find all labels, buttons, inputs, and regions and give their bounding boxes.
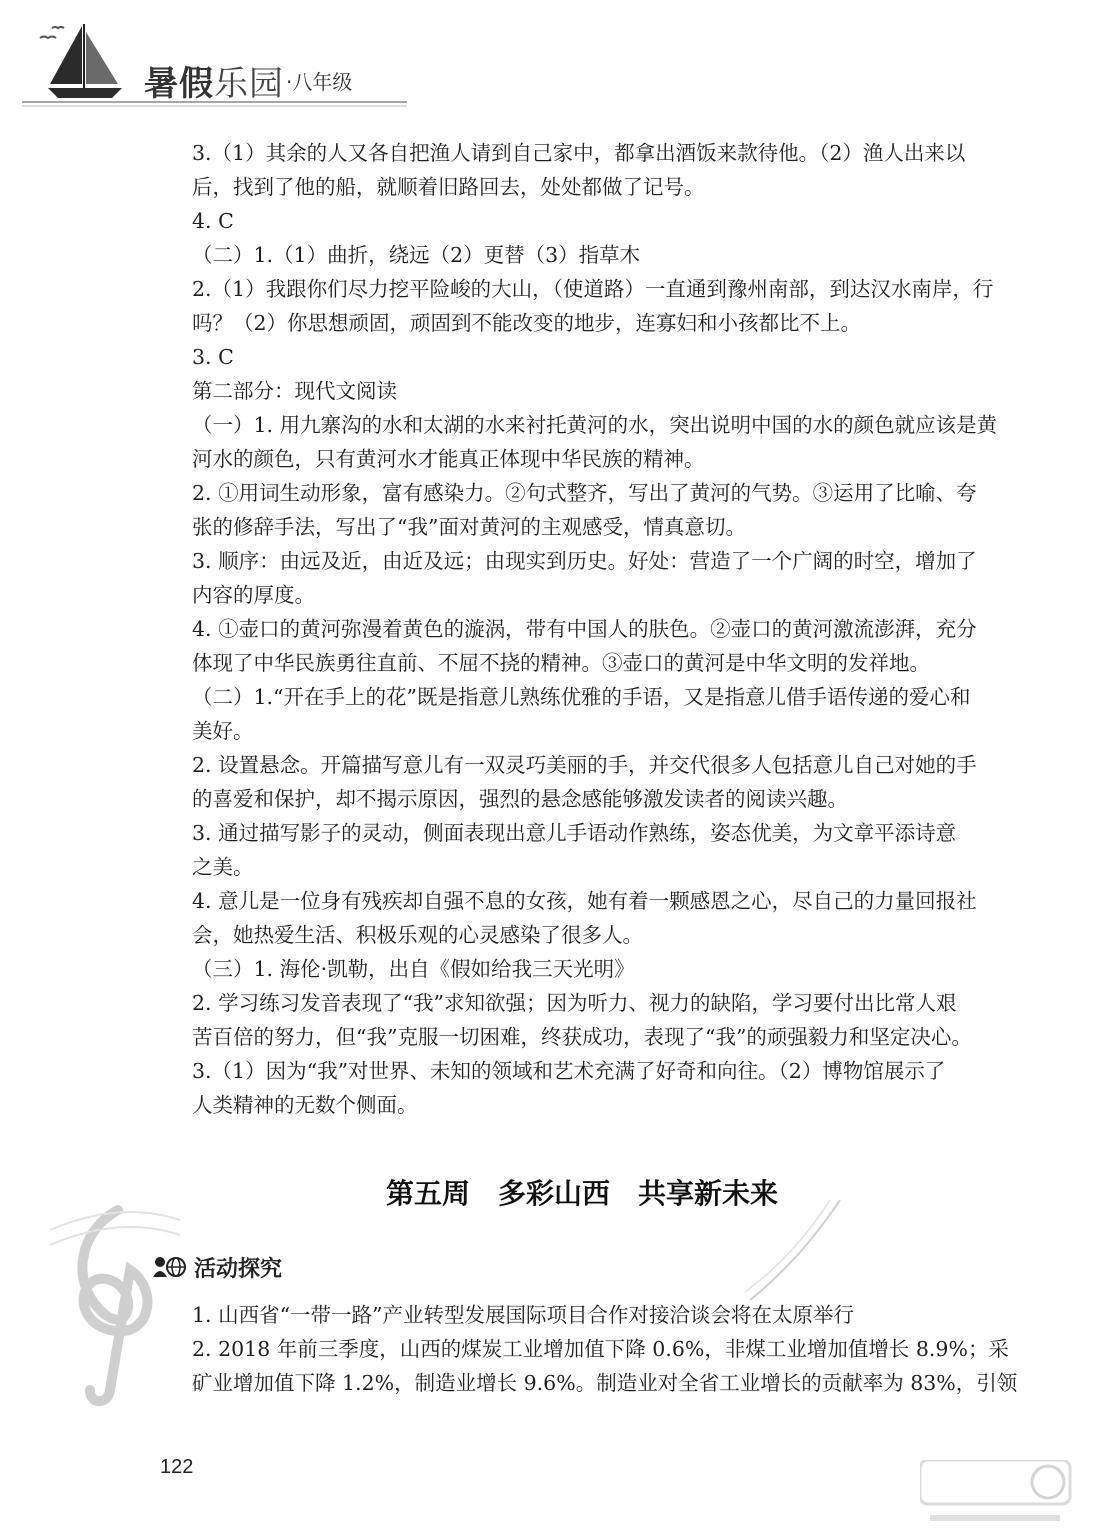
watermark-logo bbox=[920, 1460, 1080, 1530]
text-line: 2. 学习练习发音表现了“我”求知欲强；因为听力、视力的缺陷，学习要付出比常人艰 bbox=[192, 991, 957, 1015]
text-line: 张的修辞手法，写出了“我”面对黄河的主观感受，情真意切。 bbox=[192, 515, 746, 539]
text-line: 矿业增加值下降 1.2%，制造业增长 9.6%。制造业对全省工业增长的贡献率为 83%，引领 bbox=[192, 1371, 1018, 1395]
text-line: 3. C bbox=[192, 345, 234, 369]
text-line: 人类精神的无数个侧面。 bbox=[192, 1093, 418, 1117]
sailboat-icon bbox=[30, 18, 130, 104]
text-line: 内容的厚度。 bbox=[192, 583, 315, 607]
text-line: 吗？（2）你思想顽固，顽固到不能改变的地步，连寡妇和小孩都比不上。 bbox=[192, 311, 862, 335]
week-title: 第五周 多彩山西 共享新未来 bbox=[386, 1177, 779, 1210]
book-title: 暑假乐园 bbox=[144, 64, 284, 104]
text-line: 3.（1）其余的人又各自把渔人请到自己家中，都拿出酒饭来款待他。（2）渔人出来以 bbox=[192, 141, 966, 165]
text-line: 苦百倍的努力，但“我”克服一切困难，终获成功，表现了“我”的顽强毅力和坚定决心。 bbox=[192, 1025, 972, 1049]
text-line: 2.（1）我跟你们尽力挖平险峻的大山，（使道路）一直通到豫州南部，到达汉水南岸，行 bbox=[192, 277, 994, 301]
treble-clef-icon bbox=[40, 1190, 190, 1420]
text-line: （二）1.“开在手上的花”既是指意儿熟练优雅的手语，又是指意儿借手语传递的爱心和 bbox=[192, 685, 971, 709]
text-line: 2. 2018 年前三季度，山西的煤炭工业增加值下降 0.6%，非煤工业增加值增长 8.9%；采 bbox=[192, 1337, 1009, 1361]
text-line: 4. 意儿是一位身有残疾却自强不息的女孩，她有着一颗感恩之心，尽自己的力量回报社 bbox=[192, 889, 977, 913]
reading-globe-icon bbox=[152, 1255, 186, 1285]
text-line: 后，找到了他的船，就顺着旧路回去，处处都做了记号。 bbox=[192, 175, 705, 199]
page-header bbox=[0, 0, 1093, 120]
text-line: 会，她热爱生活、积极乐观的心灵感染了很多人。 bbox=[192, 923, 643, 947]
text-line: 4. C bbox=[192, 209, 234, 233]
text-line: 1. 山西省“一带一路”产业转型发展国际项目合作对接洽谈会将在太原举行 bbox=[192, 1303, 855, 1327]
text-line: （二）1.（1）曲折，绕远（2）更替（3）指草木 bbox=[192, 243, 641, 267]
page-number: 122 bbox=[160, 1456, 194, 1478]
header-rule bbox=[22, 98, 412, 110]
text-line: 3.（1）因为“我”对世界、未知的领域和艺术充满了好奇和向往。（2）博物馆展示了 bbox=[192, 1059, 946, 1083]
text-line: （三）1. 海伦·凯勒，出自《假如给我三天光明》 bbox=[192, 957, 635, 981]
text-line: 2. 设置悬念。开篇描写意儿有一双灵巧美丽的手，并交代很多人包括意儿自己对她的手 bbox=[192, 753, 977, 777]
section-heading: 第二部分：现代文阅读 bbox=[192, 379, 397, 403]
text-line: 河水的颜色，只有黄河水才能真正体现中华民族的精神。 bbox=[192, 447, 705, 471]
text-line: （一）1. 用九寨沟的水和太湖的水来衬托黄河的水，突出说明中国的水的颜色就应该是黄 bbox=[192, 413, 998, 437]
decorative-lines bbox=[740, 1200, 850, 1310]
text-line: 体现了中华民族勇往直前、不屈不挠的精神。③壶口的黄河是中华文明的发祥地。 bbox=[192, 651, 930, 675]
text-line: 3. 顺序：由远及近，由近及远；由现实到历史。好处：营造了一个广阔的时空，增加了 bbox=[192, 549, 977, 573]
text-line: 4. ①壶口的黄河弥漫着黄色的漩涡，带有中国人的肤色。②壶口的黄河激流澎湃，充分 bbox=[192, 617, 977, 641]
text-line: 3. 通过描写影子的灵动，侧面表现出意儿手语动作熟练，姿态优美，为文章平添诗意 bbox=[192, 821, 957, 845]
activity-heading: 活动探究 bbox=[152, 1252, 282, 1285]
grade-label: ·八年级 bbox=[286, 70, 353, 94]
text-line: 的喜爱和保护，却不揭示原因，强烈的悬念感能够激发读者的阅读兴趣。 bbox=[192, 787, 848, 811]
text-line: 之美。 bbox=[192, 855, 254, 879]
text-line: 2. ①用词生动形象，富有感染力。②句式整齐，写出了黄河的气势。③运用了比喻、夸 bbox=[192, 481, 977, 505]
text-line: 美好。 bbox=[192, 719, 254, 743]
